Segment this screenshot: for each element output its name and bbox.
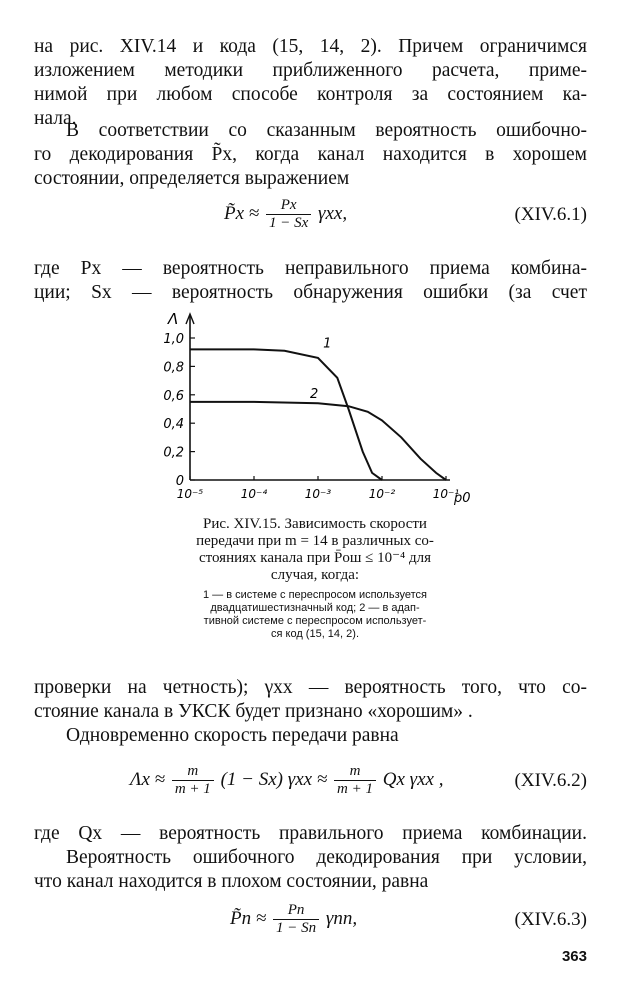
- eq2-middle: (1 − Sх) γхх ≈: [220, 768, 328, 790]
- eq2-numerator-1: m: [172, 763, 214, 781]
- y-tick-label: 0,6: [163, 388, 184, 404]
- y-tick-label: 0,8: [163, 360, 184, 376]
- figure-caption: [150, 516, 480, 584]
- eq2-fraction-2: [334, 763, 376, 798]
- text-line: на рис. XIV.14 и кода (15, 14, 2). Причем ограничимся: [34, 36, 587, 57]
- text-line: го декодирования P̃х, когда канал находится в хорошем: [34, 144, 587, 165]
- y-axis-label: Λ: [168, 310, 179, 328]
- eq2-lhs: Λх ≈: [130, 768, 166, 790]
- text-line: нимой при любом способе контроля за состоянием ка-: [34, 84, 587, 105]
- text-line: изложением методики приближенного расчета, приме-: [34, 60, 587, 81]
- curve-label-1: 1: [323, 336, 332, 352]
- text-line: стояние канала в УКСК будет признано «хорошим» .: [34, 701, 473, 722]
- equation-number: (XIV.6.3): [514, 909, 587, 930]
- y-tick-label: 0: [175, 474, 184, 489]
- caption-line: стояниях канала при P̄ош ≤ 10⁻⁴ для: [198, 550, 432, 566]
- eq3-fraction: [273, 902, 319, 937]
- figure-note: [155, 589, 475, 641]
- caption-line: случая, когда:: [270, 567, 360, 583]
- caption-line: передачи при m = 14 в различных со-: [196, 533, 434, 549]
- page-number: 363: [561, 948, 587, 965]
- eq1-lhs: P̃х ≈: [224, 202, 260, 224]
- x-tick-label: 10⁻³: [304, 487, 332, 501]
- eq3-denominator: 1 − Sп: [276, 920, 317, 936]
- text-line: состоянии, определяется выражением: [34, 168, 350, 189]
- text-line: ции; Sх — вероятность обнаружения ошибки (за счет: [34, 282, 587, 303]
- series-line-1: [190, 349, 382, 480]
- eq1-denominator: 1 − Sх: [268, 215, 309, 231]
- eq1-fraction: [266, 197, 311, 232]
- eq1-numerator: Pх: [266, 197, 311, 215]
- text-line: Вероятность ошибочного декодирования при условии,: [66, 847, 587, 868]
- eq2-numerator-2: m: [334, 763, 376, 781]
- figure-chart: [150, 308, 490, 508]
- x-tick-label: 10⁻⁵: [176, 487, 204, 501]
- series-line-2: [190, 402, 446, 480]
- curve-label-2: 2: [310, 386, 319, 402]
- equation-2: [130, 763, 444, 798]
- eq3-numerator: Pп: [273, 902, 319, 920]
- text-line: где Qх — вероятность правильного приема комбинации.: [34, 823, 587, 844]
- note-line: двадцатишестизначный код; 2 — в адап-: [210, 602, 420, 614]
- text-line: Одновременно скорость передачи равна: [66, 725, 399, 746]
- equation-number: (XIV.6.2): [514, 770, 587, 791]
- eq2-rhs: Qх γхх ,: [382, 768, 444, 790]
- caption-line: Рис. XIV.15. Зависимость скорости: [203, 516, 427, 532]
- text-line: проверки на четность); γхх — вероятность того, что со-: [34, 677, 587, 698]
- text-line: В соответствии со сказанным вероятность ошибочно-: [66, 120, 587, 141]
- eq2-denominator-1: m + 1: [174, 781, 211, 797]
- equation-3: [230, 902, 357, 937]
- x-axis-label: p0: [454, 491, 471, 506]
- eq3-rhs: γпп,: [325, 907, 358, 929]
- eq2-fraction-1: [172, 763, 214, 798]
- text-line: где Pх — вероятность неправильного приема комбина-: [34, 258, 587, 279]
- y-tick-label: 1,0: [163, 332, 184, 347]
- eq2-denominator-2: m + 1: [337, 781, 373, 797]
- note-line: 1 — в системе с переспросом используется: [202, 589, 427, 601]
- x-tick-label: 10⁻¹: [432, 487, 460, 501]
- equation-1: [224, 197, 347, 232]
- eq1-rhs: γхх,: [318, 202, 348, 224]
- x-tick-label: 10⁻²: [368, 487, 396, 501]
- y-tick-label: 0,2: [163, 445, 184, 461]
- text-line: что канал находится в плохом состоянии, равна: [34, 871, 429, 892]
- note-line: ся код (15, 14, 2).: [271, 628, 359, 640]
- text-line: нала.: [34, 108, 77, 129]
- eq3-lhs: P̃п ≈: [230, 907, 267, 929]
- note-line: тивной системе с переспросом использует-: [203, 615, 427, 627]
- equation-number: (XIV.6.1): [514, 204, 587, 225]
- y-tick-label: 0,4: [163, 417, 184, 433]
- x-tick-label: 10⁻⁴: [240, 487, 268, 501]
